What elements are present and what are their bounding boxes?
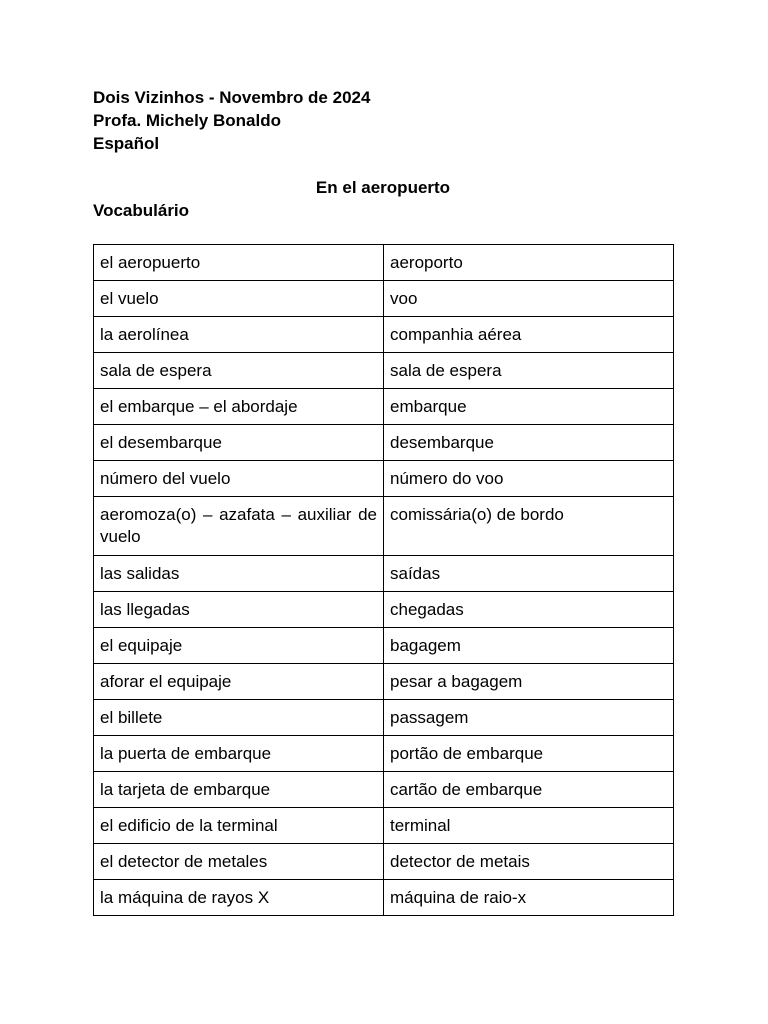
- table-row: [94, 245, 674, 281]
- table-row: [94, 353, 674, 389]
- table-row: [94, 592, 674, 628]
- table-row: [94, 844, 674, 880]
- spanish-term: el equipaje: [94, 628, 384, 664]
- spanish-term: la máquina de rayos X: [94, 880, 384, 916]
- portuguese-term: detector de metais: [384, 844, 674, 880]
- portuguese-term: número do voo: [384, 461, 674, 497]
- portuguese-term: portão de embarque: [384, 736, 674, 772]
- spanish-term: el billete: [94, 700, 384, 736]
- portuguese-term: bagagem: [384, 628, 674, 664]
- spanish-term: el vuelo: [94, 281, 384, 317]
- spanish-term: el edificio de la terminal: [94, 808, 384, 844]
- spanish-term: número del vuelo: [94, 461, 384, 497]
- vocabulary-table-body: [94, 245, 674, 916]
- portuguese-term: saídas: [384, 556, 674, 592]
- header-location-date: Dois Vizinhos - Novembro de 2024: [93, 88, 371, 107]
- spanish-term: aforar el equipaje: [94, 664, 384, 700]
- table-row: [94, 772, 674, 808]
- portuguese-term: voo: [384, 281, 674, 317]
- spanish-term: el desembarque: [94, 425, 384, 461]
- vocabulary-table: [93, 244, 674, 916]
- portuguese-term: companhia aérea: [384, 317, 674, 353]
- portuguese-term: embarque: [384, 389, 674, 425]
- spanish-term: la tarjeta de embarque: [94, 772, 384, 808]
- document-header: [93, 86, 370, 155]
- portuguese-term: cartão de embarque: [384, 772, 674, 808]
- portuguese-term: passagem: [384, 700, 674, 736]
- portuguese-term: sala de espera: [384, 353, 674, 389]
- portuguese-term: pesar a bagagem: [384, 664, 674, 700]
- spanish-term: el detector de metales: [94, 844, 384, 880]
- table-row: [94, 389, 674, 425]
- table-row: [94, 880, 674, 916]
- spanish-term: las salidas: [94, 556, 384, 592]
- table-row: [94, 317, 674, 353]
- portuguese-term: chegadas: [384, 592, 674, 628]
- table-row: [94, 700, 674, 736]
- table-row: [94, 461, 674, 497]
- portuguese-term: aeroporto: [384, 245, 674, 281]
- spanish-term: la aerolínea: [94, 317, 384, 353]
- document-title: En el aeropuerto: [315, 178, 451, 197]
- spanish-term: la puerta de embarque: [94, 736, 384, 772]
- section-label: Vocabulário: [93, 201, 190, 220]
- table-row: [94, 556, 674, 592]
- table-row: [94, 628, 674, 664]
- spanish-term: aeromoza(o) – azafata – auxiliar de vuelo: [94, 497, 384, 556]
- portuguese-term: comissária(o) de bordo: [384, 497, 674, 556]
- portuguese-term: máquina de raio-x: [384, 880, 674, 916]
- spanish-term: el aeropuerto: [94, 245, 384, 281]
- portuguese-term: terminal: [384, 808, 674, 844]
- spanish-term: sala de espera: [94, 353, 384, 389]
- table-row: [94, 808, 674, 844]
- table-row: [94, 664, 674, 700]
- header-subject: Español: [93, 134, 160, 153]
- table-row: [94, 736, 674, 772]
- table-row: [94, 425, 674, 461]
- spanish-term: las llegadas: [94, 592, 384, 628]
- header-teacher: Profa. Michely Bonaldo: [93, 111, 281, 130]
- spanish-term: el embarque – el abordaje: [94, 389, 384, 425]
- table-row: [94, 497, 674, 556]
- portuguese-term: desembarque: [384, 425, 674, 461]
- table-row: [94, 281, 674, 317]
